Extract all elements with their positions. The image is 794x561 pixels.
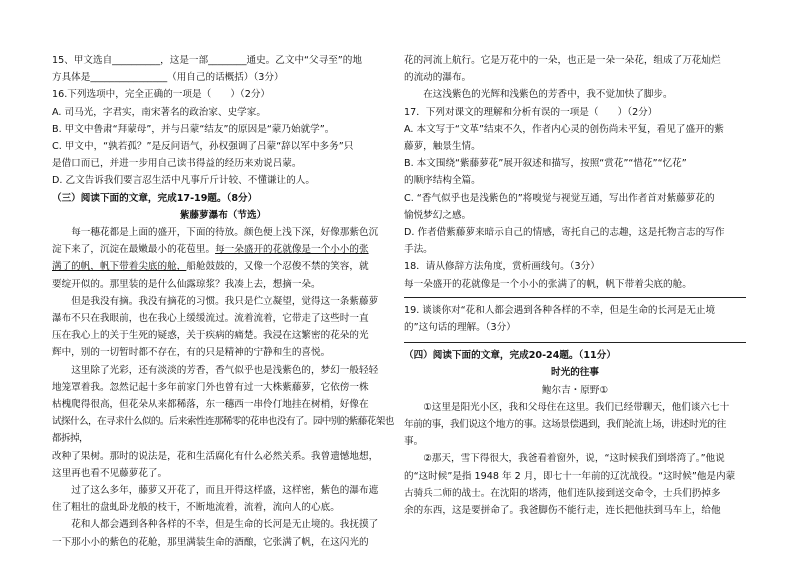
article-2-paragraph-2-line-4: 余的东西，这是要拼命了。我爸脚伤不能行走，连长把他扶到马车上，给他: [404, 505, 721, 517]
paragraph-1-line-2: [52, 241, 394, 258]
paragraph-1-text-cont: 船舱鼓鼓的，又像一个忍俊不禁的笑容，就: [186, 261, 369, 273]
question-17-option-b-line-1: B. 本文围绕“紫藤萝花”展开叙述和描写，按照“赏花”“惜花”“忆花”: [404, 158, 687, 170]
question-15-line-2: 方具体是________________（用自己的话概括）（3分）: [52, 72, 284, 84]
paragraph-4-line-2: 住了粗壮的盘虬卧龙般的枝干，不断地流着，流着，流向人的心底。: [52, 502, 340, 514]
paragraph-3-line-6: 这里再也看不见藤萝花了。: [52, 467, 168, 479]
answer-line: [404, 297, 746, 298]
answer-line: [404, 342, 746, 343]
underlined-sentence-part-1: 每一朵盛开的花就像是一个小小的张: [215, 244, 369, 256]
question-17: 17．下列对课文的理解和分析有误的一项是（ ）（2分）: [404, 106, 658, 118]
article-2-paragraph-2-line-1: ②那天，雪下得很大，我爸看着窗外，说，“这时候我们到塔湾了。”他说: [423, 453, 725, 465]
question-16: 16.下列选项中，完全正确的一项是（ ）（2分）: [52, 89, 271, 101]
article-2-title: 时光的往事: [551, 367, 599, 379]
article-2-paragraph-2-line-3: 古骑兵二师的战士。在沈阳的塔湾，他们连队接到送交命令，士兵们扔掉多: [404, 487, 721, 499]
article-2-paragraph-1-line-2: 年前的事，我们说这个地方的事。这场景偿遇到，我们轮流上场，讲述时光的往: [404, 419, 726, 431]
question-17-option-a-line-1: A. 本文写于“文革”结束不久，作者内心灵的创伤尚未平复，看见了盛开的紫: [404, 123, 724, 135]
question-17-option-c-line-1: C. “香气似乎也是浅紫色的”将嗅觉与视觉互通，写出作者首对紫藤萝花的: [404, 192, 715, 204]
section-3-heading: （三）阅读下面的文章，完成17-19题。（8分）: [52, 192, 258, 204]
question-17-option-c-line-2: 愉悦梦幻之感。: [404, 209, 472, 221]
paragraph-5-line-2: 一下那小小的紫色的花舱，那里满装生命的酒酿，它张满了帆，在这闪光的: [52, 536, 369, 548]
paragraph-3-line-3: 枯槐爬得很高，但花朵从来都稀落，东一穗西一串伶仃地挂在树梢，好像在: [52, 399, 369, 411]
paragraph-5-line-4: 的流动的瀑布。: [404, 72, 472, 84]
paragraph-2-line-4: 辉中，别的一切暂时都不存在，有的只是精神的宁静和生的喜悦。: [52, 347, 331, 359]
question-16-option-d: D. 乙文告诉我们要言忍生活中凡事斤斤计较、不懂谦让的人。: [52, 175, 315, 187]
paragraph-5-line-3: 花的河流上航行。它是万花中的一朵，也正是一朵一朵花，组成了万花灿烂: [404, 55, 721, 66]
question-19-line-1: 19. 谈谈你对“花和人都会遇到各种各样的不幸，但是生命的长河是无止境: [404, 304, 716, 316]
paragraph-2-line-3: 压在我心上的关于生死的疑惑，关于疾病的痛楚。我浸在这繁密的花朵的光: [52, 330, 369, 342]
question-16-option-a: A. 司马光，字君实，南宋著名的政治家、史学家。: [52, 106, 266, 118]
paragraph-6: 在这浅紫色的光辉和浅紫色的芳香中，我不觉加快了脚步。: [423, 89, 673, 101]
question-16-option-b: B. 甲文中鲁肃“拜蒙母”，并与吕蒙“结友”的原因是“蒙乃始就学”。: [52, 123, 335, 135]
question-17-option-d-line-2: 手法。: [404, 244, 433, 256]
paragraph-3-line-1: 这里除了光彩，还有淡淡的芳香，香气似乎也是浅紫色的，梦幻一般轻轻: [71, 364, 379, 376]
paragraph-5-line-1: 花和人都会遇到各种各样的不幸，但是生命的长河是无止境的。我抚摸了: [71, 519, 379, 531]
paragraph-1-line-4: 要绽开似的。那里装的是什么仙露琼浆？我凑上去，想摘一朵。: [52, 278, 321, 290]
question-18: 18．请从修辞方法角度，赏析画线句。（3分）: [404, 261, 600, 273]
question-18-sentence: 每一朵盛开的花就像是一个小小的张满了的帆，帆下带着尖底的舱。: [404, 278, 692, 290]
paragraph-1-text: 淀下来了，沉淀在最嫩最小的花苞里。: [52, 244, 216, 256]
paragraph-3-line-2: 地笼罩着我。忽然记起十多年前家门外也曾有过一大株紫藤萝，它依傍一株: [52, 381, 369, 393]
question-17-option-d-line-1: D. 作者借紫藤萝来暗示自己的情感，寄托自己的志趣，这是托物言志的写作: [404, 227, 725, 239]
paragraph-2-line-2: 瀑布不只在我眼前，也在我心上缓缓流过。流着流着，它带走了这些时一直: [52, 313, 369, 325]
paragraph-1-line-1: 每一穗花都是上面的盛开，下面的待放。颜色便上浅下深，好像那紫色沉: [71, 227, 379, 239]
article-2-paragraph-1-line-1: ①这里是阳光小区，我和父母住在这里。我们已经带聊天，他们谈六七十: [423, 401, 730, 413]
section-4-heading: （四）阅读下面的文章，完成20-24题。（11分）: [404, 350, 616, 362]
question-17-option-b-line-2: 的顺序结构全篇。: [404, 175, 481, 187]
left-column: [52, 52, 394, 551]
paragraph-3-line-4: 试探什么，在寻求什么似的。后来索性连那稀零的花串也没有了。园中别的紫藤花架也都拆掉，: [52, 416, 394, 445]
right-column: [404, 52, 746, 519]
question-19-line-2: 的”这句话的理解。（3分）: [404, 322, 516, 334]
article-2-paragraph-1-line-3: 事。: [404, 436, 424, 448]
paragraph-2-line-1: 但是我没有摘。我没有摘花的习惯。我只是伫立凝望，觉得这一条紫藤萝: [71, 295, 379, 307]
paragraph-3-line-5: 改种了果树。那时的说法是，花和生活腐化有什么必然关系。我曾遗憾地想，: [52, 450, 379, 462]
question-17-option-a-line-2: 藤萝，触景生情。: [404, 141, 481, 153]
article-2-paragraph-2-line-2: 的“这时候”是指 1948 年 2 月，即七十一年前的辽沈战役。“这时候”他是内蒙: [404, 470, 736, 482]
paragraph-4-line-1: 过了这么多年，藤萝又开花了，而且开得这样盛，这样密，紫色的瀑布遮: [71, 485, 379, 497]
question-16-option-c-line-1: C. 甲文中，“孰若孤？”是反问语气，孙权强调了吕蒙“辞以军中多务”只: [52, 141, 354, 153]
question-15-line-1: 15、甲文选自__________，这是一部________通史。乙文中“父寻至”的地: [52, 55, 362, 66]
question-16-option-c-line-2: 是借口而已，并进一步用自己读书得益的经历来劝说吕蒙。: [52, 158, 302, 170]
paragraph-1-line-3: [52, 258, 394, 275]
article-2-author: 鲍尔吉・原野①: [541, 384, 609, 396]
article-title: 紫藤萝瀑布（节选）: [179, 209, 267, 221]
underlined-sentence-part-2: 满了的帆，帆下带着尖底的舱，: [52, 261, 187, 273]
